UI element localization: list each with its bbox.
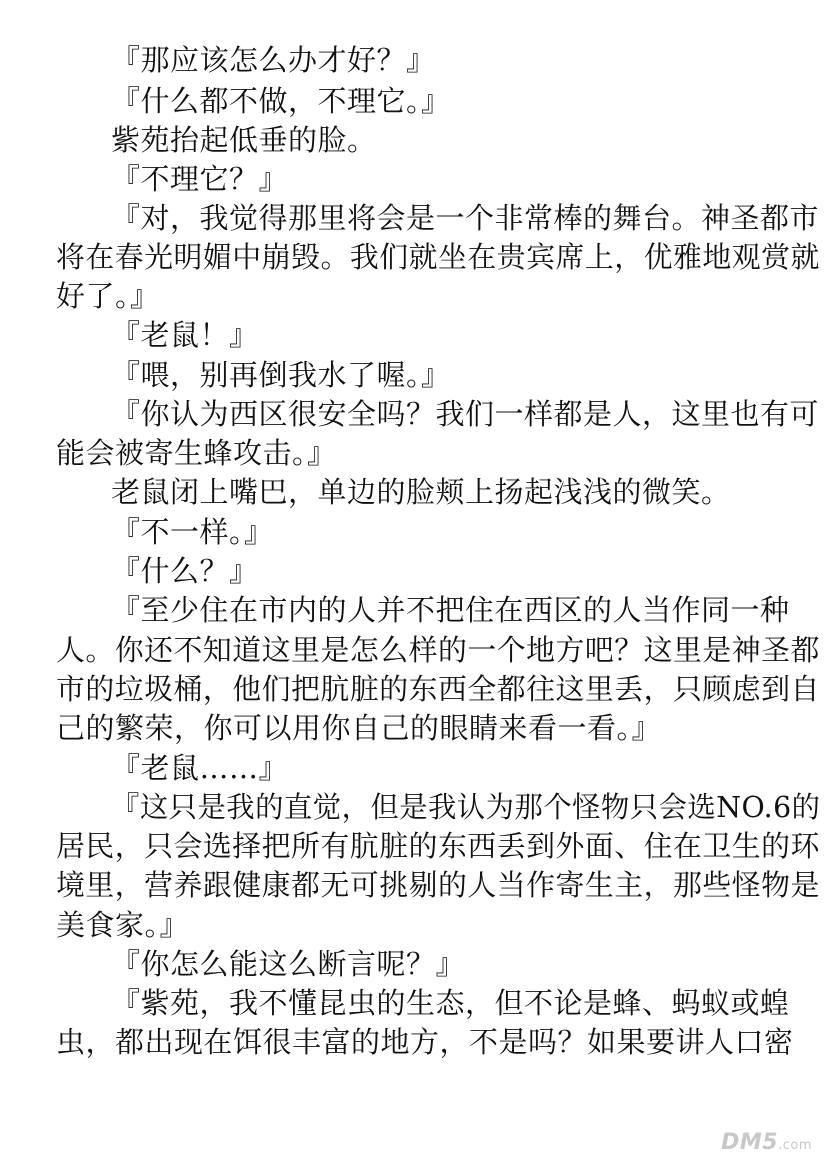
text-line: 能会被寄生蜂攻击。』 <box>56 436 337 470</box>
text-line: 『至少住在市内的人并不把住在西区的人当作同一种 <box>111 593 790 627</box>
text-line: 老鼠闭上嘴巴，单边的脸颊上扬起浅浅的微笑。 <box>111 475 731 509</box>
text-line: 己的繁荣，你可以用你自己的眼睛来看一看。』 <box>56 711 662 745</box>
text-line: 境里，营养跟健康都无可挑剔的人当作寄生主，那些怪物是 <box>56 868 820 902</box>
text-line: 人。你还不知道这里是怎么样的一个地方吧？这里是神圣都 <box>56 633 820 667</box>
text-line: 『什么？』 <box>111 554 259 588</box>
text-line: 『紫苑，我不懂昆虫的生态，但不论是蜂、蚂蚁或蝗 <box>111 986 790 1020</box>
text-line: 『老鼠……』 <box>111 751 289 785</box>
text-line: 『喂，别再倒我水了喔。』 <box>111 358 451 392</box>
text-line: 紫苑抬起低垂的脸。 <box>111 123 377 157</box>
text-line: 市的垃圾桶，他们把肮脏的东西全都往这里丢，只顾虑到自 <box>56 672 820 706</box>
text-line: 『你认为西区很安全吗？我们一样都是人，这里也有可 <box>111 397 820 431</box>
text-line: 『不一样。』 <box>111 515 274 549</box>
text-line: 居民，只会选择把所有肮脏的东西丢到外面、住在卫生的环 <box>56 829 820 863</box>
text-line: 『对，我觉得那里将会是一个非常棒的舞台。神圣都市 <box>111 201 820 235</box>
watermark-suffix: .com <box>778 1138 812 1153</box>
watermark-logo-text: DM5 <box>721 1130 779 1155</box>
text-line: 『那应该怎么办才好？』 <box>111 43 436 77</box>
text-line: 『这只是我的直觉，但是我认为那个怪物只会选NO.6的 <box>111 790 821 824</box>
text-line: 『你怎么能这么断言呢？』 <box>111 947 466 981</box>
text-line: 将在春光明媚中崩毁。我们就坐在贵宾席上，优雅地观赏就 <box>56 240 820 274</box>
text-line: 虫，都出现在饵很丰富的地方，不是吗？如果要讲人口密 <box>56 1025 794 1059</box>
text-line: 好了。』 <box>56 279 160 313</box>
text-line: 『老鼠！』 <box>111 318 259 352</box>
watermark-logo <box>721 1130 812 1155</box>
text-line: 美食家。』 <box>56 908 190 942</box>
text-line: 『不理它？』 <box>111 162 289 196</box>
text-line: 『什么都不做，不理它。』 <box>111 84 451 118</box>
